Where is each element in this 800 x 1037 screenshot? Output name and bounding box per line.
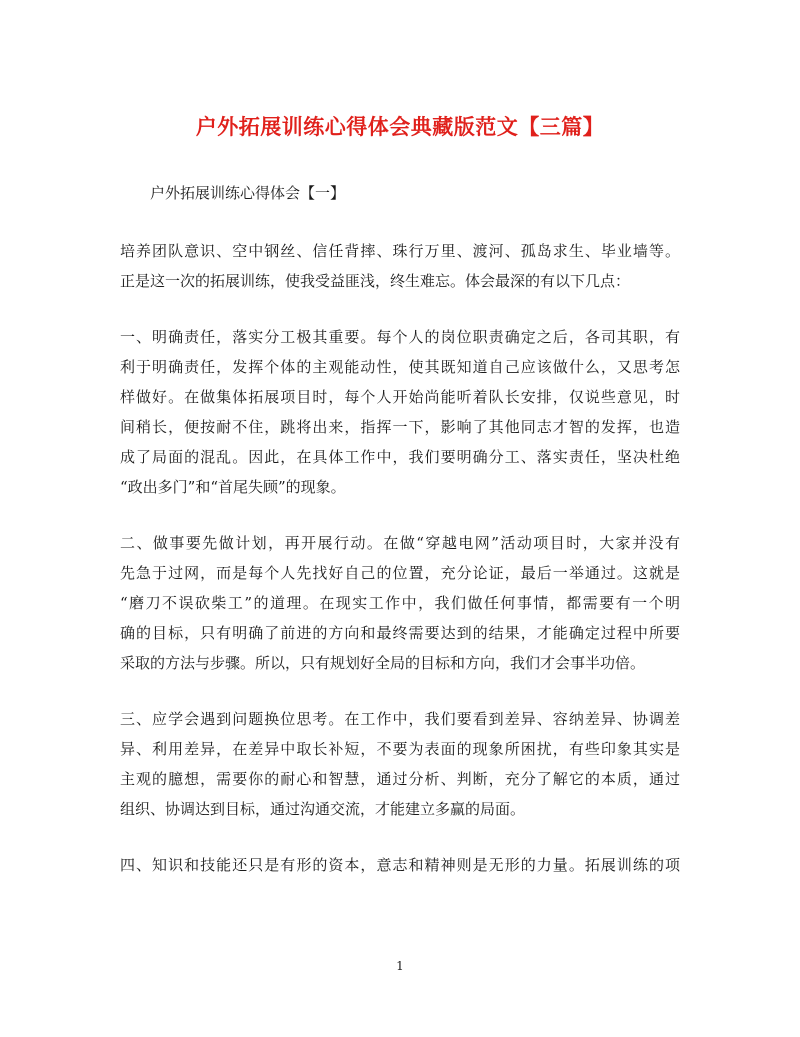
paragraph-line: “磨刀不误砍柴工”的道理。在现实工作中，我们做任何事情，都需要有一个明 xyxy=(120,594,680,612)
paragraph xyxy=(120,850,680,880)
paragraph-line: 样做好。在做集体拓展项目时，每个人开始尚能听着队长安排，仅说些意见，时 xyxy=(120,388,680,406)
paragraph-line: 利于明确责任，发挥个体的主观能动性，使其既知道自己应该做什么，又思考怎 xyxy=(120,358,680,376)
page-number: 1 xyxy=(396,959,404,973)
paragraph-line: 成了局面的混乱。因此，在具体工作中，我们要明确分工、落实责任，坚决杜绝 xyxy=(120,448,680,466)
section-heading: 户外拓展训练心得体会【一】 xyxy=(150,184,346,202)
paragraph-line: 先急于过网，而是每个人先找好自己的位置，充分论证，最后一举通过。这就是 xyxy=(120,564,680,582)
paragraph-line: 一、明确责任，落实分工极其重要。每个人的岗位职责确定之后，各司其职，有 xyxy=(120,328,680,346)
document-title: 户外拓展训练心得体会典藏版范文【三篇】 xyxy=(195,114,605,139)
document-body xyxy=(120,236,680,906)
paragraph-line: 确的目标，只有明确了前进的方向和最终需要达到的结果，才能确定过程中所要 xyxy=(120,624,680,642)
paragraph xyxy=(120,528,680,678)
paragraph-line: 间稍长，便按耐不住，跳将出来，指挥一下，影响了其他同志才智的发挥，也造 xyxy=(120,418,680,436)
paragraph-line: 组织、协调达到目标，通过沟通交流，才能建立多赢的局面。 xyxy=(120,800,526,818)
paragraph-line: 二、做事要先做计划，再开展行动。在做“穿越电网”活动项目时，大家并没有 xyxy=(120,534,680,552)
paragraph xyxy=(120,704,680,824)
paragraph-line: 采取的方法与步骤。所以，只有规划好全局的目标和方向，我们才会事半功倍。 xyxy=(120,654,646,672)
paragraph-line: “政出多门”和“首尾失顾”的现象。 xyxy=(120,478,346,496)
paragraph xyxy=(120,322,680,502)
paragraph-line: 培养团队意识、空中钢丝、信任背摔、珠行万里、渡河、孤岛求生、毕业墙等。 xyxy=(120,242,680,260)
paragraph-line: 异、利用差异，在差异中取长补短，不要为表面的现象所困扰，有些印象其实是 xyxy=(120,740,680,758)
paragraph xyxy=(120,236,680,296)
paragraph-line: 正是这一次的拓展训练，使我受益匪浅，终生难忘。体会最深的有以下几点： xyxy=(120,272,631,290)
paragraph-line: 四、知识和技能还只是有形的资本，意志和精神则是无形的力量。拓展训练的项 xyxy=(120,856,680,874)
paragraph-line: 三、应学会遇到问题换位思考。在工作中，我们要看到差异、容纳差异、协调差 xyxy=(120,710,680,728)
paragraph-line: 主观的臆想，需要你的耐心和智慧，通过分析、判断，充分了解它的本质，通过 xyxy=(120,770,680,788)
